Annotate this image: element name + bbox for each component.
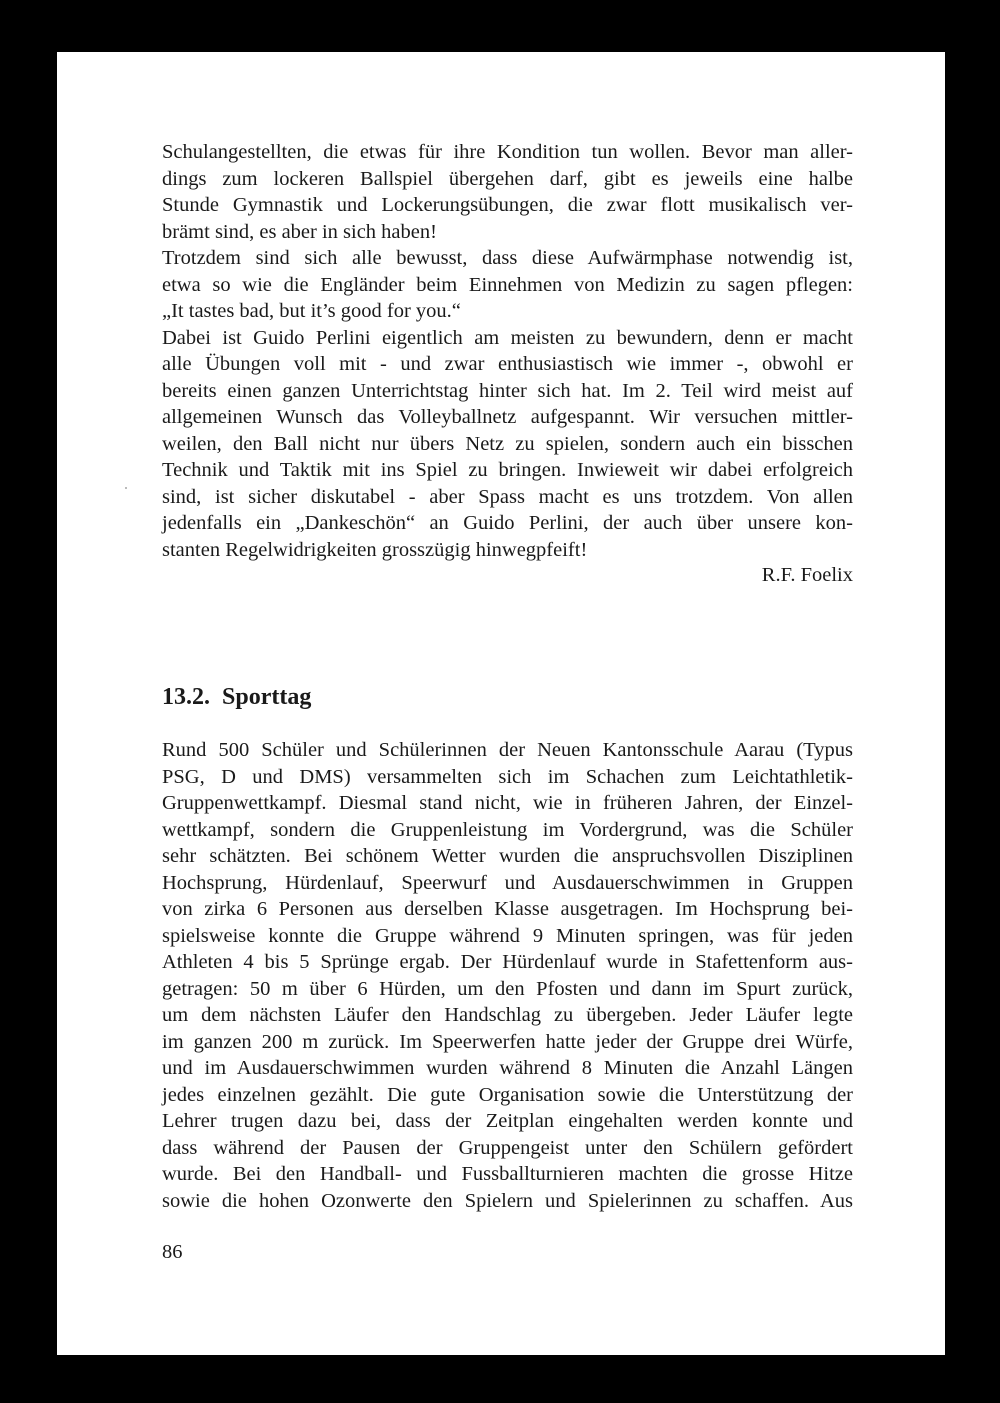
- text-line: und im Ausdauerschwimmen wurden während 8 Minuten die Anzahl Längen: [162, 1057, 853, 1079]
- text-line: etwa so wie die Engländer beim Einnehmen von Medizin zu sagen pflegen:: [162, 273, 853, 296]
- text-line: jedenfalls ein „Dankeschön“ an Guido Perlini, der auch über unsere kon-: [162, 512, 853, 534]
- text-line: sind, ist sicher diskutabel - aber Spass macht es uns trotzdem. Von allen: [162, 485, 853, 508]
- section-number: 13.2.: [162, 684, 210, 710]
- text-line: Gruppenwettkampf. Diesmal stand nicht, wie in früheren Jahren, der Einzel-: [162, 792, 853, 814]
- text-line: weilen, den Ball nicht nur übers Netz zu spielen, sondern auch ein bisschen: [162, 432, 853, 455]
- text-line: alle Übungen voll mit - und zwar enthusiastisch wie immer -, obwohl er: [162, 353, 853, 375]
- page-number: 86: [162, 1241, 183, 1263]
- text-line: Stunde Gymnastik und Lockerungsübungen, die zwar flott musikalisch ver-: [162, 194, 853, 216]
- text-line: stanten Regelwidrigkeiten grosszügig hinwegpfeift!: [162, 538, 588, 561]
- scan-speck: [125, 487, 127, 489]
- text-line: sowie die hohen Ozonwerte den Spielern und Spielerinnen zu schaffen. Aus: [162, 1189, 853, 1212]
- text-line: Rund 500 Schüler und Schülerinnen der Neuen Kantonsschule Aarau (Typus: [162, 739, 853, 761]
- text-line: Technik und Taktik mit ins Spiel zu bringen. Inwieweit wir dabei erfolgreich: [162, 459, 853, 481]
- section-heading: [162, 682, 311, 712]
- text-line: Schulangestellten, die etwas für ihre Kondition tun wollen. Bevor man aller-: [162, 141, 853, 163]
- section-2-body: [162, 737, 853, 1214]
- text-line: getragen: 50 m über 6 Hürden, um den Pfosten und dann im Spurt zurück,: [162, 977, 853, 1000]
- text-line: Athleten 4 bis 5 Sprünge ergab. Der Hürdenlauf wurde in Stafettenform aus-: [162, 951, 853, 973]
- text-line: jedes einzelnen gezählt. Die gute Organisation sowie die Unterstützung der: [162, 1083, 853, 1106]
- author-signature: R.F. Foelix: [761, 564, 853, 586]
- text-line: spielsweise konnte die Gruppe während 9 Minuten springen, was für jeden: [162, 924, 853, 947]
- text-line: PSG, D und DMS) versammelten sich im Schachen zum Leichtathletik-: [162, 765, 853, 788]
- text-line: allgemeinen Wunsch das Volleyballnetz aufgespannt. Wir versuchen mittler-: [162, 406, 853, 428]
- text-line: dass während der Pausen der Gruppengeist unter den Schülern gefördert: [162, 1136, 853, 1159]
- text-line: wettkampf, sondern die Gruppenleistung im Vordergrund, was die Schüler: [162, 818, 853, 841]
- text-line: Lehrer trugen dazu bei, dass der Zeitplan eingehalten werden konnte und: [162, 1110, 853, 1132]
- text-line: um dem nächsten Läufer den Handschlag zu übergeben. Jeder Läufer legte: [162, 1004, 853, 1026]
- text-line: brämt sind, es aber in sich haben!: [162, 220, 437, 243]
- text-line: Dabei ist Guido Perlini eigentlich am meisten zu bewundern, denn er macht: [162, 326, 853, 349]
- text-line: „It tastes bad, but it’s good for you.“: [162, 300, 461, 322]
- text-line: sehr schätzten. Bei schönem Wetter wurden die anspruchsvollen Disziplinen: [162, 845, 853, 867]
- text-line: bereits einen ganzen Unterrichtstag hinter sich hat. Im 2. Teil wird meist auf: [162, 379, 853, 402]
- document-page: [57, 52, 945, 1355]
- text-line: Hochsprung, Hürdenlauf, Speerwurf und Ausdauerschwimmen in Gruppen: [162, 871, 853, 894]
- text-line: im ganzen 200 m zurück. Im Speerwerfen hatte jeder der Gruppe drei Würfe,: [162, 1030, 853, 1053]
- section-title: Sporttag: [222, 684, 312, 710]
- text-line: wurde. Bei den Handball- und Fussballturnieren machten die grosse Hitze: [162, 1163, 853, 1185]
- section-1-body: [162, 139, 853, 563]
- text-line: dings zum lockeren Ballspiel übergehen darf, gibt es jeweils eine halbe: [162, 167, 853, 190]
- text-line: von zirka 6 Personen aus derselben Klasse ausgetragen. Im Hochsprung bei-: [162, 898, 853, 920]
- text-line: Trotzdem sind sich alle bewusst, dass diese Aufwärmphase notwendig ist,: [162, 247, 853, 269]
